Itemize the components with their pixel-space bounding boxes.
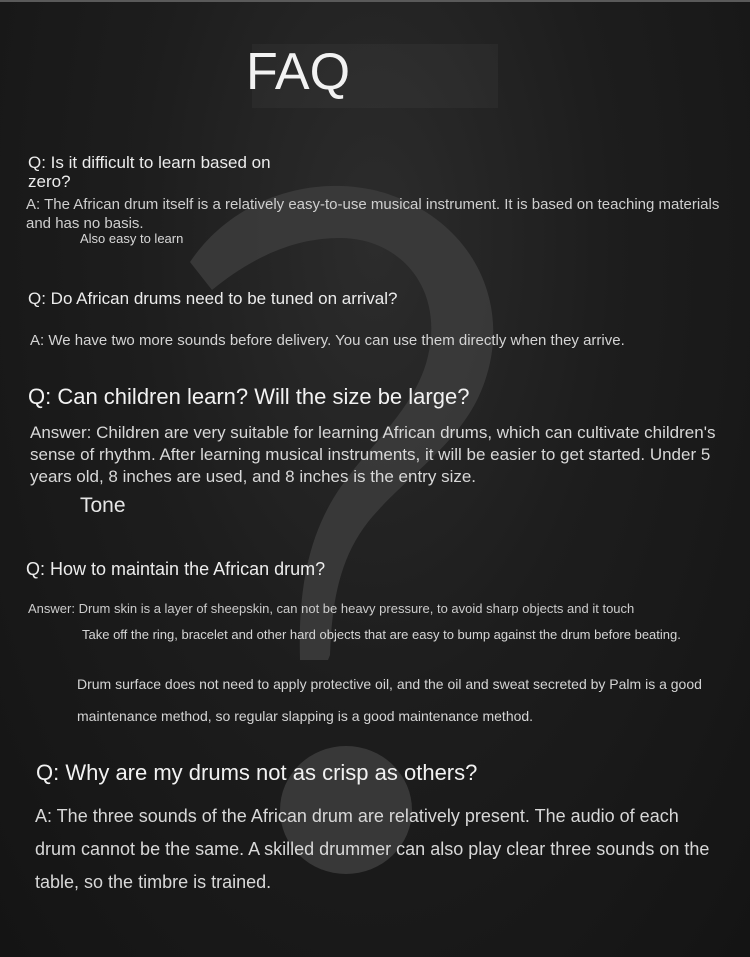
faq-question-4: Q: How to maintain the African drum?	[26, 559, 326, 579]
faq-note-1: Also easy to learn	[80, 231, 184, 246]
faq-note-3: Tone	[80, 494, 126, 517]
faq-answer-4: Answer: Drum skin is a layer of sheepskin, can not be heavy pressure, to avoid sharp objects and it touch	[28, 601, 635, 616]
page-title: FAQ	[246, 43, 351, 101]
faq-question-3: Q: Can children learn? Will the size be large?	[28, 384, 470, 409]
faq-answer-4-part-2: Take off the ring, bracelet and other hard objects that are easy to bump against the drum before beating.	[82, 627, 681, 642]
top-divider	[0, 0, 750, 2]
faq-question-1: Q: Is it difficult to learn based on zero?	[28, 153, 271, 191]
faq-question-2: Q: Do African drums need to be tuned on arrival?	[28, 289, 398, 308]
faq-answer-2: A: We have two more sounds before delivery. You can use them directly when they arrive.	[30, 332, 625, 349]
faq-question-5: Q: Why are my drums not as crisp as others?	[36, 760, 478, 785]
faq-answer-4-part-3: Drum surface does not need to apply protective oil, and the oil and sweat secreted by Palm is a good maintenance method, so regular slapping is a good maintenance method.	[77, 676, 702, 724]
faq-answer-5: A: The three sounds of the African drum are relatively present. The audio of each drum cannot be the same. A skilled drummer can also play clear three sounds on the table, so the timbre is trained.	[35, 806, 710, 892]
faq-answer-3: Answer: Children are very suitable for learning African drums, which can cultivate children's sense of rhythm. After learning musical instruments, it will be easier to get started. Under 5 years old, 8 inches are used, and 8 inches is the entry size.	[30, 423, 716, 486]
faq-answer-1: A: The African drum itself is a relatively easy-to-use musical instrument. It is based on teaching materials and has no basis.	[26, 196, 720, 232]
